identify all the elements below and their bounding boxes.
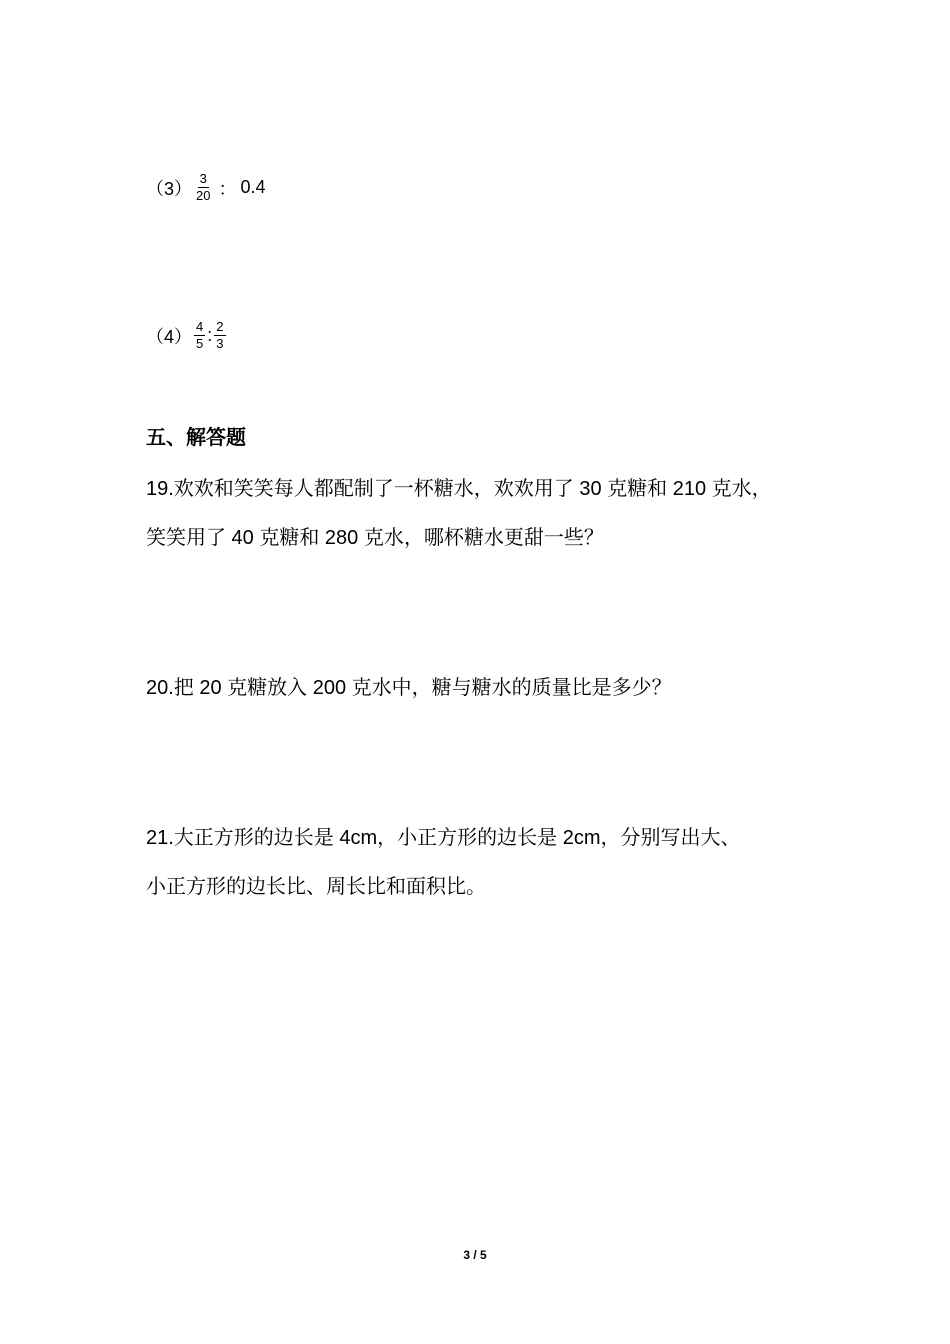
fraction-numerator: 2	[216, 319, 224, 334]
ratio-separator: ：	[218, 178, 237, 199]
question-21-line-1: 21.大正方形的边长是 4cm，小正方形的边长是 2cm，分别写出大、	[146, 827, 741, 849]
question-19-line-1: 19.欢欢和笑笑每人都配制了一杯糖水，欢欢用了 30 克糖和 210 克水，	[146, 478, 772, 500]
ratio-separator: :	[207, 325, 213, 345]
question-21-line-2: 小正方形的边长比、周长比和面积比。	[146, 876, 486, 898]
fraction-3-20	[194, 172, 212, 203]
sub-question-3-label: （3）	[146, 178, 193, 199]
ratio-second-term: 0.4	[240, 177, 266, 197]
fraction-2-3	[214, 320, 225, 351]
fraction-denominator: 20	[196, 188, 211, 203]
fraction-numerator: 3	[199, 171, 207, 186]
fraction-denominator: 3	[216, 336, 224, 351]
section-heading: 五、解答题	[146, 427, 246, 449]
sub-question-3	[146, 172, 266, 203]
sub-question-4	[146, 320, 228, 351]
sub-question-4-label: （4）	[146, 326, 193, 347]
question-19-line-2: 笑笑用了 40 克糖和 280 克水，哪杯糖水更甜一些？	[146, 527, 604, 549]
fraction-denominator: 5	[196, 336, 204, 351]
question-20-line-1: 20.把 20 克糖放入 200 克水中，糖与糖水的质量比是多少？	[146, 677, 672, 699]
fraction-numerator: 4	[196, 319, 204, 334]
page-indicator: 3 / 5	[463, 1248, 487, 1262]
fraction-4-5	[194, 320, 205, 351]
